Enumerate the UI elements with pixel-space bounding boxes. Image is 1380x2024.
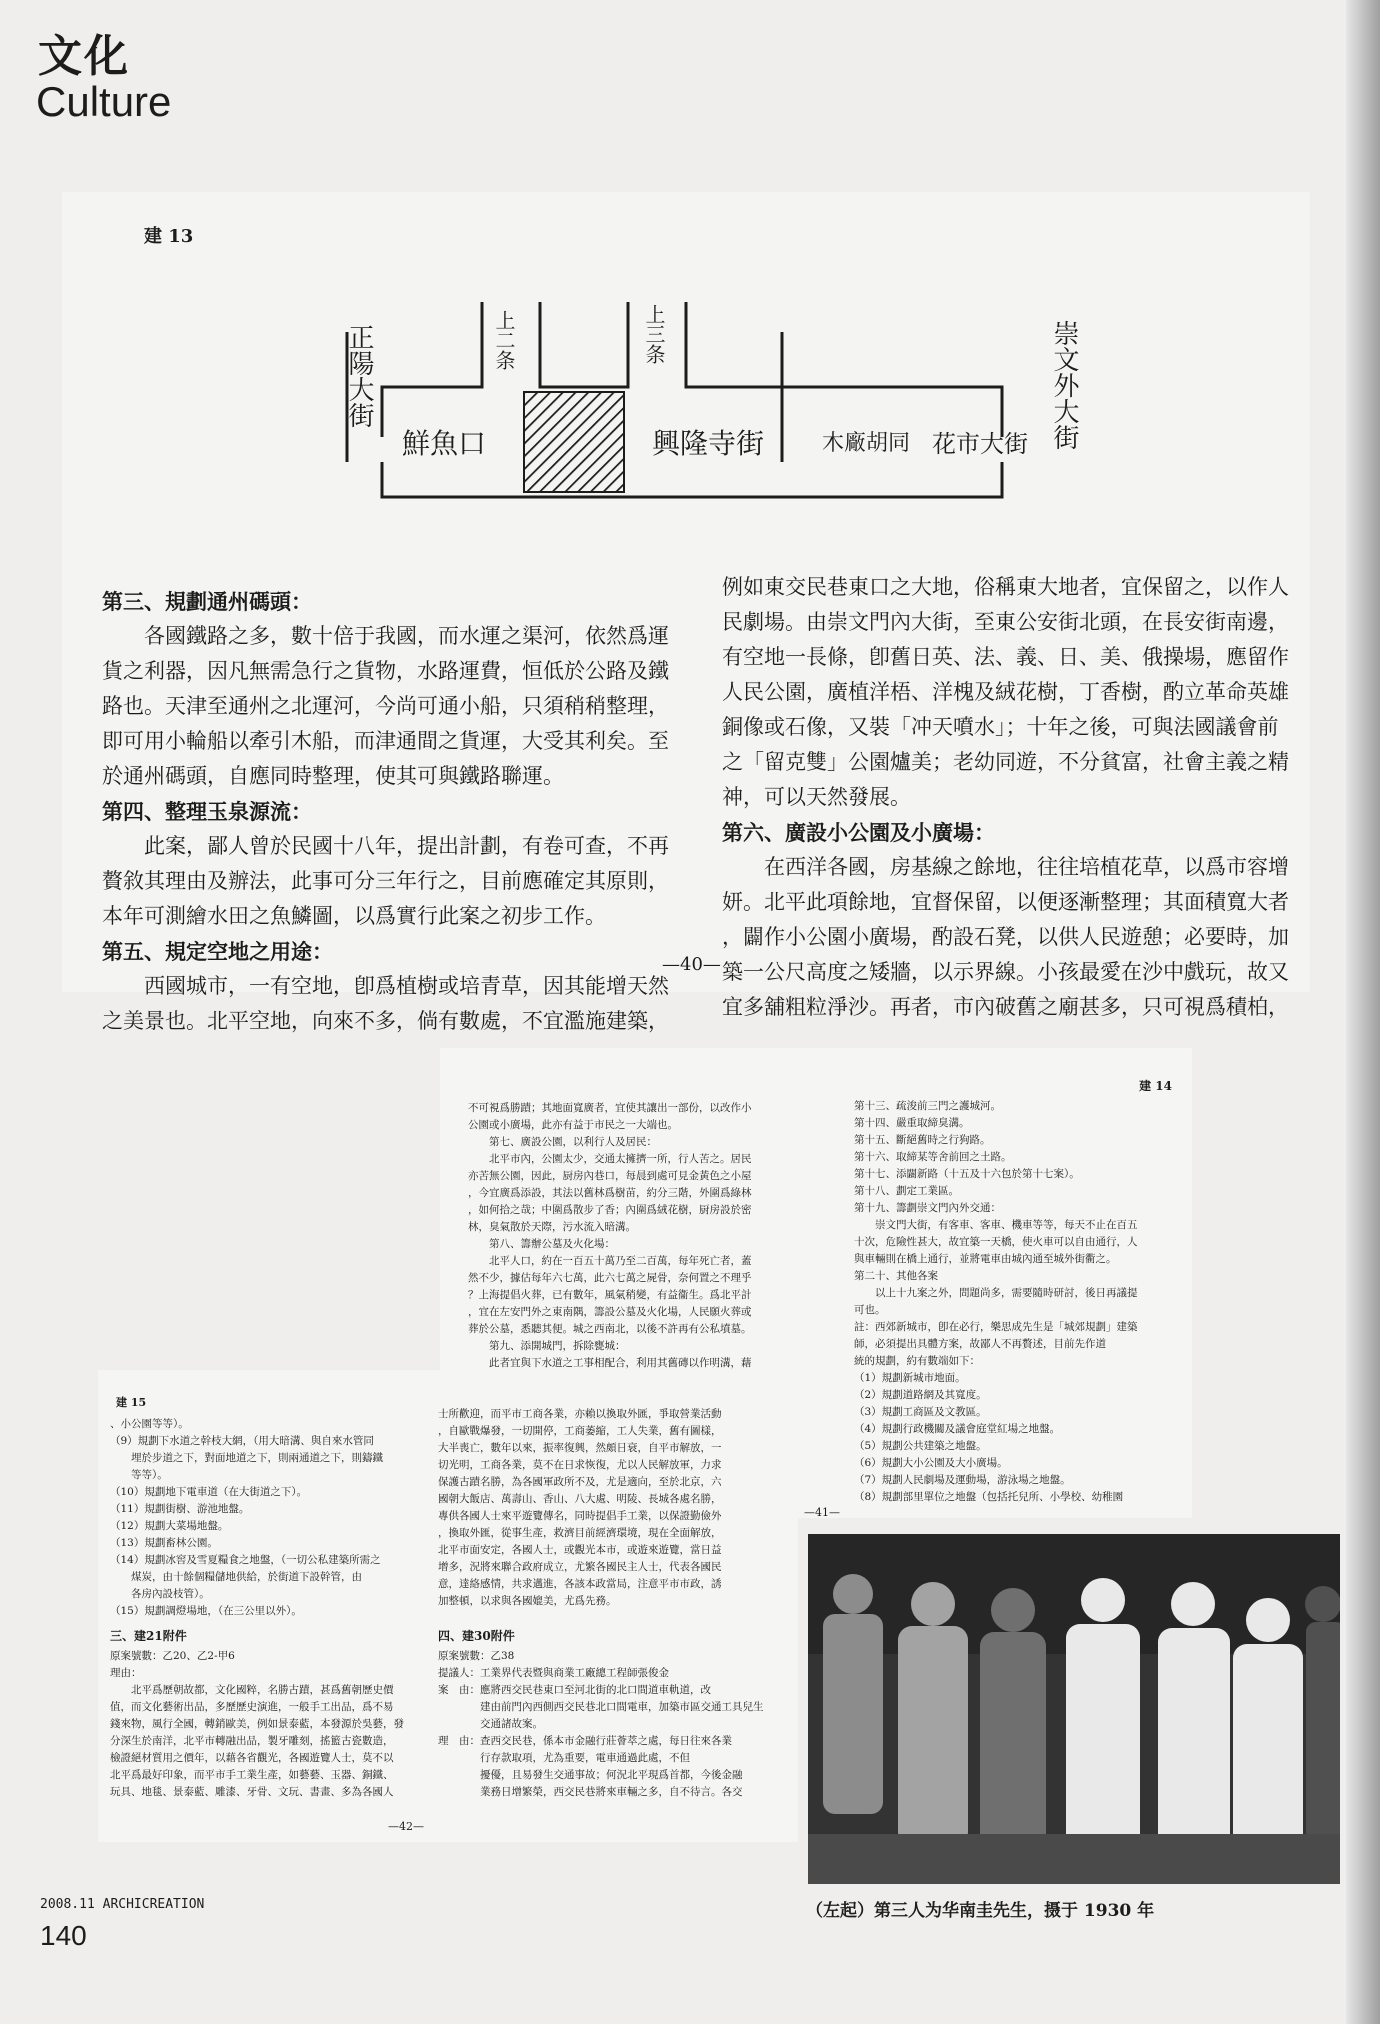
text-line: 檢證絕材質用之價年，以藉各省觀光，各國遊覽人士，莫不以: [110, 1752, 394, 1764]
text-line: （15）規劃調燈場地，（在三公里以外）。: [110, 1605, 302, 1617]
photo-image: [808, 1534, 1340, 1884]
text-line: （8）規劃部里單位之地盤（包括托兒所、小學校、幼稚園: [854, 1491, 1124, 1503]
text-line: （13）規劃畜林公園。: [110, 1537, 218, 1549]
text-line: 士所歡迎，而平市工商各業，亦賴以換取外匯，爭取營業活動: [438, 1408, 722, 1420]
text-line: 然不少，據估每年六七萬，此六七萬之屍骨，奈何置之不理乎: [468, 1272, 752, 1284]
text-line: （4）規劃行政機關及議會庭堂紅場之地盤。: [854, 1423, 1061, 1435]
map-label-zhengyang-street: 正陽大街: [344, 324, 374, 428]
text-line: 第十六、取締某等舍前回之土路。: [854, 1151, 1012, 1163]
archive-page-40: [62, 192, 1310, 1033]
map-label-xinglongsi: 興隆寺街: [652, 427, 765, 460]
sheet-label: 建 14: [1139, 1079, 1172, 1093]
text-line: 於通州碼頭，自應同時整理，使其可與鐵路聯運。: [102, 764, 564, 788]
text-line: ，如何拾之哉；中圍爲散步了香；內圍爲絨花樹，厨房設於密: [468, 1204, 752, 1216]
text-line: 第十九、籌劃崇文門內外交通：: [854, 1202, 1001, 1214]
text-line: 葬於公墓，悉聽其便。城之西南北，以後不許再有公私墳墓。: [468, 1323, 752, 1335]
text-line: ，換取外匯，從事生產，救濟目前經濟環境，現在全面解放，: [438, 1527, 722, 1539]
text-line: 大半喪亡，數年以來，振率復興，然頗日衰，自平市解放，一: [438, 1442, 722, 1454]
text-line: 在西洋各國，房基線之餘地，往往培植花草，以爲市容增: [722, 855, 1289, 879]
text-line: 錢來物，風行全國，轉銷歐美，例如景泰藍，本發源於吳藝，發: [110, 1718, 404, 1730]
text-line: （6）規劃大小公園及大小廣場。: [854, 1457, 1008, 1469]
text-column-right: [438, 1406, 788, 1610]
text-line: 第十七、添闢新路（十五及十六包於第十七案）。: [854, 1168, 1080, 1180]
text-line: 之「留克雙」公園爐美；老幼同遊，不分貧富，社會主義之精: [722, 750, 1289, 774]
text-line: 師，必須提出具體方案，故鄙人不再贅述，目前先作道: [854, 1338, 1106, 1350]
text-line: 提議人：工業界代表暨與商業工廠總工程師張俊金: [438, 1667, 669, 1679]
text-line: 本年可測繪水田之魚鱗圖，以爲實行此案之初步工作。: [102, 904, 606, 928]
text-line: 交通諸故案。: [438, 1718, 543, 1730]
hatched-block: [524, 392, 624, 492]
text-line: 第七、廣設公園，以利行人及居民：: [468, 1136, 657, 1148]
text-line: 可也。: [854, 1304, 886, 1316]
text-line: 與車輛則在橋上通行，並將電車由城內通至城外街衢之。: [854, 1253, 1117, 1265]
text-line: 西國城市，一有空地，卽爲植樹或培青草，因其能增天然: [102, 974, 669, 998]
map-label-huashi-street: 花市大街: [932, 430, 1028, 458]
text-line: （1）規劃新城市地面。: [854, 1372, 966, 1384]
text-line: （7）規劃人民劇場及運動場，游泳場之地盤。: [854, 1474, 1071, 1486]
text-line: 妍。北平此項餘地，宜督保留，以便逐漸整理；其面積寬大者: [722, 890, 1289, 914]
section-title-chinese: 文化: [38, 31, 130, 82]
section-heading-3: 三、建21附件: [110, 1629, 187, 1643]
page-number: —40—: [662, 954, 721, 975]
text-line: 民劇場。由崇文門內大街，至東公安街北頭，在長安街南邊，: [722, 610, 1289, 634]
text-line: （10）規劃地下電車道（在大街道之下）。: [110, 1486, 308, 1498]
map-label-xianyukou: 鮮魚口: [402, 427, 487, 460]
text-line: （11）規劃街樹、游池地盤。: [110, 1503, 250, 1515]
text-line: 保護古蹟名勝，為各國軍政所不及，尤是適向，至於北京，六: [438, 1476, 722, 1488]
text-line: 加整頓，以求與各國媲美，尤爲先務。: [438, 1595, 617, 1607]
text-column-right: [722, 570, 1289, 1025]
text-line: （14）規劃冰窖及雪夏糧食之地盤，（一切公私建築所需之: [110, 1554, 381, 1566]
text-line: 第十三、疏浚前三門之護城河。: [854, 1100, 1001, 1112]
text-line: 原案號數：乙38: [438, 1650, 515, 1662]
text-line: 公園或小廣場，此亦有益于市民之一大端也。: [468, 1119, 678, 1131]
text-line: 人民公園，廣植洋梧、洋槐及絨花樹，丁香樹，酌立革命英雄: [722, 680, 1289, 704]
map-label-chongwen-street: 崇文外大街: [1049, 320, 1079, 450]
archive-page-42: [98, 1370, 798, 1842]
text-column-right: [854, 1098, 1174, 1506]
section-heading-4: 四、建30附件: [438, 1629, 515, 1643]
text-line: 專供各國人士來平遊覽傳名，同時提倡手工業，以保證勤儉外: [438, 1510, 722, 1522]
text-line: 此者宜與下水道之工事相配合，利用其舊磚以作明溝，藉: [468, 1357, 752, 1369]
text-line: 此案，鄙人曾於民國十八年，提出計劃，有卷可查，不再: [102, 834, 669, 858]
text-line: 第二十、其他各案: [854, 1270, 938, 1282]
text-line: 亦苦無公園，因此，厨房內巷口，每晨到處可見金黃色之小屋: [468, 1170, 752, 1182]
text-line: 原案號數：乙20、乙2-甲6: [110, 1650, 235, 1662]
text-line: （9）規劃下水道之幹枝大網，（用大暗溝、與自來水管同: [110, 1435, 374, 1447]
text-column-left: [110, 1416, 430, 1620]
text-line: 銅像或石像，又裝「冲天噴水」；十年之後，可與法國議會前: [722, 715, 1279, 739]
text-line: 埋於步道之下，對面地道之下，則兩通道之下，則鑄鐵: [110, 1452, 383, 1464]
page-number-footer: 140: [40, 1920, 87, 1951]
text-line: 國朝大飯店、萬壽山、香山、八大處、明陵、長城各處名勝，: [438, 1493, 722, 1505]
text-line: 神，可以天然發展。: [722, 785, 911, 809]
text-line: 理 由：查西交民巷，係本市金融行莊薈萃之處，每日往來各業: [438, 1735, 732, 1747]
section-4-body: [438, 1648, 788, 1801]
text-line: （3）規劃工商區及文教區。: [854, 1406, 987, 1418]
text-line: 例如東交民巷東口之大地，俗稱東大地者，宜保留之，以作人: [722, 575, 1289, 599]
text-line: 切光明，工商各業，莫不在日求恢復，尤以人民解放軍，力求: [438, 1459, 722, 1471]
text-line: 理由：: [110, 1667, 142, 1679]
text-line: 分深生於南洋，北平市轉融出品，製牙雕刻，搖籃古瓷數造，: [110, 1735, 394, 1747]
page-number: —42—: [388, 1820, 424, 1833]
street-map-diagram: [62, 192, 1310, 552]
sheet-label: 建 13: [144, 226, 194, 247]
text-line: 案 由：應將西交民巷東口至河北街的北口間道車軌道，改: [438, 1684, 711, 1696]
text-line: 第十八、劃定工業區。: [854, 1185, 959, 1197]
text-line: 第九、添開城門，拆除甕城：: [468, 1340, 626, 1352]
section-title-english: Culture: [36, 78, 172, 125]
text-line: 行存款取項，尤為重要，電車通過此處，不但: [438, 1752, 690, 1764]
text-line: 第六、廣設小公園及小廣場：: [722, 820, 995, 845]
text-column-left: [468, 1100, 798, 1372]
text-line: 第三、規劃通州碼頭：: [102, 589, 312, 614]
text-line: 意，達絡感情，共求邁進，各該本政當局，注意平市市政，誘: [438, 1578, 722, 1590]
text-line: 北平爲歷朝故都，文化國粹，名勝古蹟，甚爲舊朝歷史價: [110, 1684, 394, 1696]
text-line: 路也。天津至通州之北運河，今尚可通小船，只須稍稍整理，: [102, 694, 669, 718]
text-line: ，今宜廣爲添設，其法以舊林爲樹苗，約分三階，外圍爲綠林: [468, 1187, 752, 1199]
photo-caption: （左起）第三人为华南圭先生，摄于 1930 年: [806, 1901, 1155, 1921]
text-line: （5）規劃公共建築之地盤。: [854, 1440, 987, 1452]
text-line: 築一公尺高度之矮牆，以示界線。小孩最愛在沙中戲玩，故又: [722, 960, 1289, 984]
map-label-lane-3: 上三条: [642, 304, 666, 364]
text-line: 統的規劃，約有數端如下：: [854, 1355, 980, 1367]
text-line: 煤炭，由十餘個糧儲地供給，於街道下設幹管，由: [110, 1571, 362, 1583]
text-column-left: [102, 584, 669, 1039]
text-line: 貨之利器，因凡無需急行之貨物，水路運費，恒低於公路及鐵: [102, 659, 669, 683]
map-label-muchang-hutong: 木廠胡同: [822, 431, 911, 456]
text-line: 註：西郊新城市，卽在必行，樂思成先生是「城郊規劃」建築: [854, 1321, 1138, 1333]
text-line: 北平市面安定，各國人士，或觀光本市，或遊來遊覽，當日益: [438, 1544, 722, 1556]
text-line: （2）規劃道路網及其寬度。: [854, 1389, 987, 1401]
page-edge-shadow: [1346, 0, 1380, 2024]
text-line: 有空地一長條，卽舊日英、法、義、日、美、俄操場，應留作: [722, 645, 1289, 669]
text-line: ，自歐戰爆發，一切開停，工商萎縮，工人失業，舊有圖樣，: [438, 1425, 722, 1437]
text-line: 即可用小輪船以牽引木船，而津通間之貨運，大受其利矣。至: [102, 729, 669, 753]
text-line: 第十五、斷絕舊時之行狗路。: [854, 1134, 991, 1146]
sheet-label: 建 15: [116, 1396, 147, 1409]
text-line: 贅敘其理由及辦法，此事可分三年行之，目前應確定其原則，: [102, 869, 669, 893]
text-line: 第五、規定空地之用途：: [102, 939, 333, 964]
text-line: 不可視爲勝蹟；其地面寬廣者，宜使其讓出一部份，以改作小: [468, 1102, 752, 1114]
text-line: ，宜在左安門外之東南隅，籌設公墓及火化場，人民願火葬或: [468, 1306, 752, 1318]
text-line: 等等）。: [110, 1469, 168, 1481]
text-line: 值，而文化藝術出品，多歷歷史演進，一般手工出品，爲不易: [110, 1701, 394, 1713]
map-label-lane-2: 上二条: [492, 310, 516, 370]
page-number: —41—: [804, 1506, 840, 1519]
text-line: 擾優，且易發生交通事故；何況北平現爲首都，今後金融: [438, 1769, 743, 1781]
text-line: 第八、籌辦公墓及火化場：: [468, 1238, 615, 1250]
text-line: ？上海提倡火葬，已有數年，風氣稍變，有益衞生。爲北平計: [468, 1289, 752, 1301]
text-line: 、小公園等等）。: [110, 1418, 189, 1430]
text-line: 北平爲最好印象，而平市手工業生產，如藝藝、玉器、銅鐵、: [110, 1769, 394, 1781]
text-line: 建由前門內西側西交民巷北口間電車，加築市區交通工具兒生: [438, 1701, 764, 1713]
text-line: 以上十九案之外，問題尚多，需要隨時研討，後日再議提: [854, 1287, 1138, 1299]
text-line: 之美景也。北平空地，向來不多，倘有數處，不宜濫施建築，: [102, 1009, 669, 1033]
text-line: 業務日增繁榮，西交民巷將來車輛之多，自不待言。各交: [438, 1786, 743, 1798]
text-line: （12）規劃大菜場地盤。: [110, 1520, 229, 1532]
text-line: 增多，況將來聯合政府成立，尤繁各國民主人士，代表各國民: [438, 1561, 722, 1573]
text-line: 玩具、地毯、景泰藍、雕漆、牙骨、文玩、書畫、多為各國人: [110, 1786, 394, 1798]
text-line: ，闢作小公園小廣場，酌設石凳，以供人民遊憩；必要時，加: [722, 925, 1289, 949]
issue-info: 2008.11 ARCHICREATION: [40, 1897, 205, 1912]
text-line: 崇文門大街，有客車、客車、機車等等，每天不止在百五: [854, 1219, 1138, 1231]
text-line: 各房內設枝管）。: [110, 1588, 210, 1600]
section-3-body: [110, 1648, 430, 1801]
text-line: 宜多舖粗粒淨沙。再者，市內破舊之廟甚多，只可視爲積柏，: [722, 995, 1289, 1019]
text-line: 北平人口，約在一百五十萬乃至二百萬，每年死亡者，蓋: [468, 1255, 752, 1267]
text-line: 十次，危險性甚大，故宜築一天橋，使火車可以自由通行，人: [854, 1236, 1138, 1248]
text-line: 北平市內，公園太少，交通太擁擠一所，行人苦之。居民: [468, 1153, 752, 1165]
text-line: 第四、整理玉泉源流：: [102, 799, 312, 824]
text-line: 第十四、嚴重取締臭溝。: [854, 1117, 970, 1129]
historical-group-photo: [808, 1534, 1340, 1884]
text-line: 林，臭氣散於天際，污水流入暗溝。: [468, 1221, 636, 1233]
text-line: 各國鐵路之多，數十倍于我國，而水運之渠河，依然爲運: [102, 624, 669, 648]
